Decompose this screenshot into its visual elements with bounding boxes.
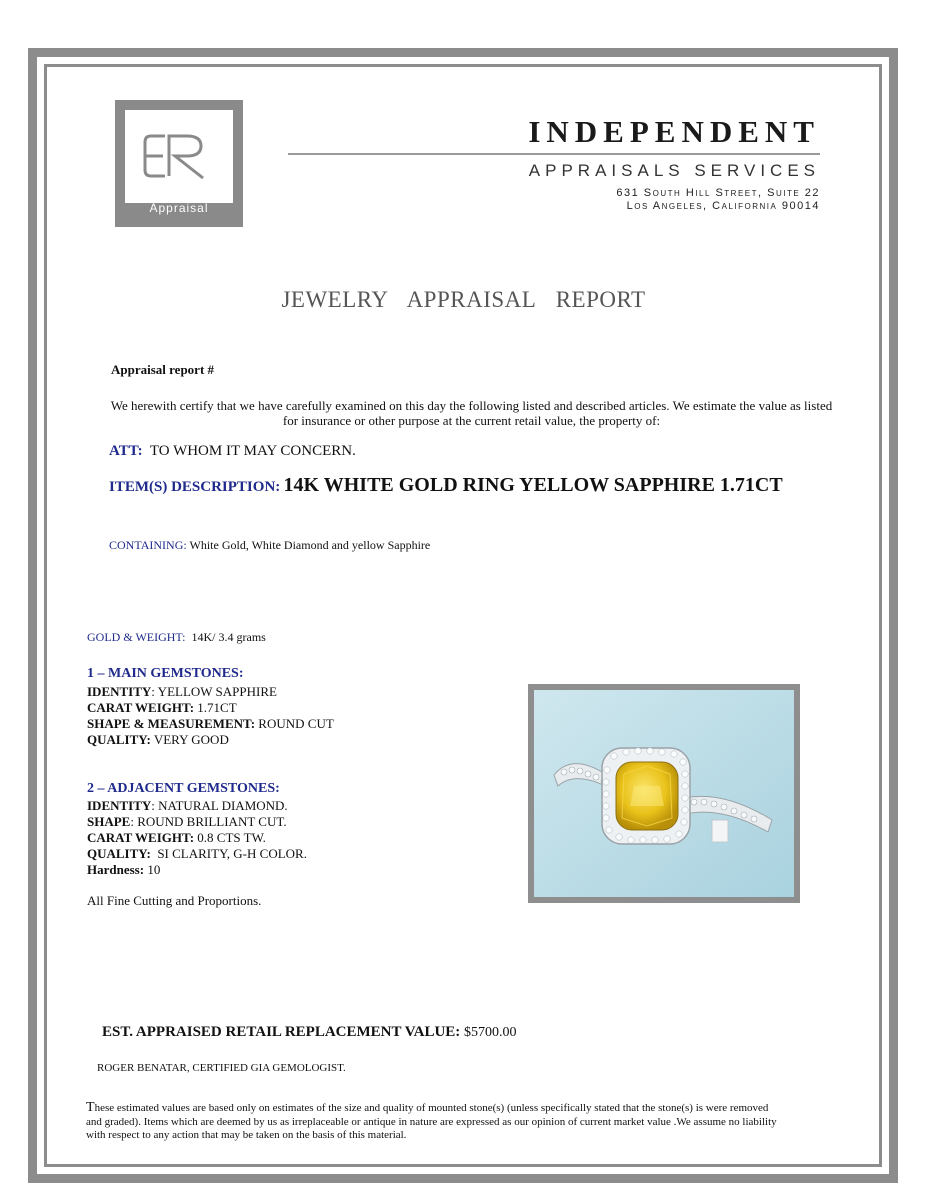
er-monogram-icon <box>125 110 233 203</box>
containing-label: CONTAINING: <box>109 538 187 552</box>
adjacent-carat-line <box>87 830 266 846</box>
adjacent-quality-line <box>87 846 307 862</box>
header-divider <box>288 153 820 155</box>
logo-caption: Appraisal <box>149 201 209 215</box>
main-shape-value: ROUND CUT <box>258 716 334 731</box>
adjacent-hardness-line <box>87 862 160 878</box>
adjacent-shape-line <box>87 814 287 830</box>
disclaimer-text <box>86 1101 786 1143</box>
ring-photo-image <box>534 690 794 897</box>
main-carat-label: CARAT WEIGHT: <box>87 700 195 715</box>
address-line-2: Los Angeles, California 90014 <box>626 200 820 212</box>
adjacent-carat-label: CARAT WEIGHT: <box>87 830 195 845</box>
adjacent-identity-label: IDENTITY <box>87 798 152 813</box>
company-subtitle: APPRAISALS SERVICES <box>528 161 820 180</box>
adjacent-shape-label: SHAPE <box>87 814 131 829</box>
adjacent-gemstones-heading: 2 – ADJACENT GEMSTONES: <box>87 781 280 796</box>
containing-value: White Gold, White Diamond and yellow Sapphire <box>189 538 431 552</box>
certification-text: We herewith certify that we have carefully examined on this day the following listed and described articles. We estimate the value as listed for insurance or other purpose at the current retail value, the property of: <box>110 398 833 428</box>
main-carat-value: 1.71CT <box>197 700 237 715</box>
item-description-value: 14K WHITE GOLD RING YELLOW SAPPHIRE 1.71CT <box>283 474 783 496</box>
inner-border <box>44 64 882 1167</box>
main-quality-line <box>87 732 229 748</box>
item-description-line <box>109 474 783 497</box>
main-quality-label: QUALITY: <box>87 732 151 747</box>
appraised-value-label: EST. APPRAISED RETAIL REPLACEMENT VALUE: <box>102 1024 461 1040</box>
adjacent-identity-value: : NATURAL DIAMOND. <box>151 798 288 813</box>
report-title: JEWELRY APPRAISAL REPORT <box>281 287 646 312</box>
disclaimer-body: hese estimated values are based only on estimates of the size and quality of mounted stone(s) (unless specifically stated that the stone(s) is were removed and graded). Items which are deemed by us as irreplaceable or antique in nature are expressed as our opinion of current market value .We assume no liability with respect to any action that may be taken on the basis of this material. <box>86 1102 777 1141</box>
adjacent-hardness-label: Hardness: <box>87 862 145 877</box>
disclaimer-first-letter: T <box>86 1100 95 1115</box>
gold-weight-line <box>87 630 266 645</box>
main-shape-label: SHAPE & MEASUREMENT: <box>87 716 256 731</box>
appraised-value-amount: $5700.00 <box>464 1025 517 1040</box>
main-identity-line <box>87 684 277 700</box>
main-carat-line <box>87 700 237 716</box>
adjacent-carat-value: 0.8 CTS TW. <box>197 830 266 845</box>
att-line <box>109 443 356 460</box>
gold-weight-label: GOLD & WEIGHT: <box>87 630 186 644</box>
er-appraisal-logo <box>115 100 243 227</box>
logo-monogram-area <box>125 110 233 203</box>
company-name: INDEPENDENT <box>528 114 820 149</box>
main-identity-value: : YELLOW SAPPHIRE <box>151 684 277 699</box>
containing-line <box>109 538 430 553</box>
cutting-note: All Fine Cutting and Proportions. <box>87 893 262 908</box>
adjacent-identity-line <box>87 798 288 814</box>
att-label: ATT: <box>109 443 143 459</box>
main-gemstones-heading: 1 – MAIN GEMSTONES: <box>87 666 244 681</box>
gemologist-line: ROGER BENATAR, CERTIFIED GIA GEMOLOGIST. <box>97 1062 346 1074</box>
main-identity-label: IDENTITY <box>87 684 152 699</box>
item-description-label: ITEM(S) DESCRIPTION: <box>109 479 281 495</box>
appraised-value-line <box>102 1024 517 1041</box>
main-quality-value: VERY GOOD <box>153 732 229 747</box>
adjacent-hardness-value: 10 <box>147 862 161 877</box>
ring-photo-frame <box>528 684 800 903</box>
report-number-label: Appraisal report # <box>111 362 215 377</box>
address-line-1: 631 South Hill Street, Suite 22 <box>616 187 820 199</box>
adjacent-quality-value: SI CLARITY, G-H COLOR. <box>157 846 307 861</box>
gold-weight-value: 14K/ 3.4 grams <box>191 630 266 644</box>
adjacent-shape-value: : ROUND BRILLIANT CUT. <box>130 814 287 829</box>
main-shape-line <box>87 716 334 732</box>
adjacent-quality-label: QUALITY: <box>87 846 151 861</box>
att-value: TO WHOM IT MAY CONCERN. <box>149 443 356 459</box>
